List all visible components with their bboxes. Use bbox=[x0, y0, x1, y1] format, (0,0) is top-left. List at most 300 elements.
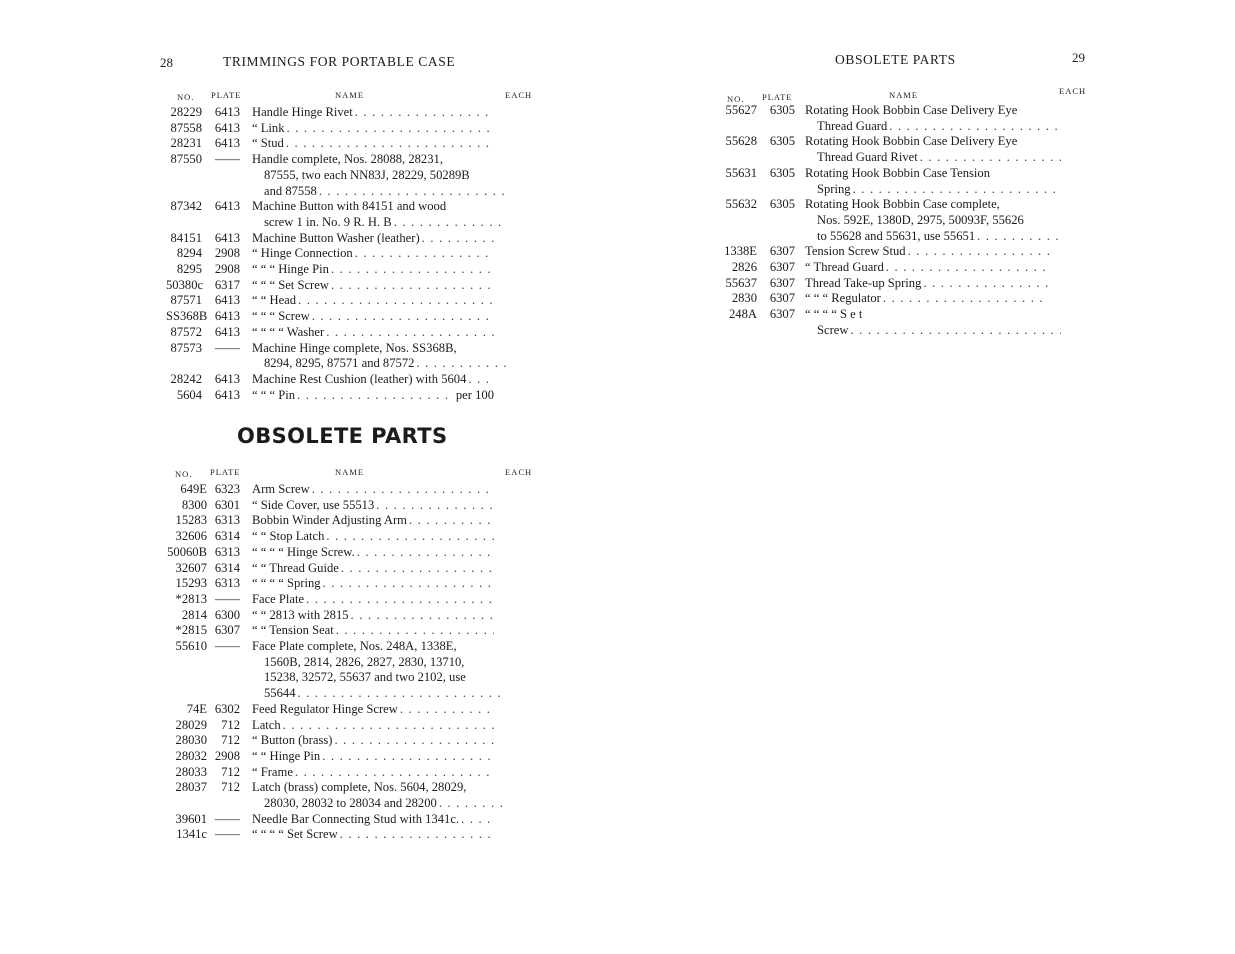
part-name-line bbox=[252, 231, 494, 247]
leader-dots bbox=[283, 718, 494, 734]
part-name-text: Handle complete, Nos. 28088, 28231, bbox=[252, 152, 443, 167]
plate-number: 6317 bbox=[214, 277, 240, 292]
part-number: 87572 bbox=[170, 324, 202, 339]
col-header-plate: PLATE bbox=[211, 90, 242, 100]
part-name-text: to 55628 and 55631, use 55651 bbox=[817, 228, 976, 243]
part-name bbox=[252, 372, 494, 388]
part-name-line bbox=[252, 576, 494, 592]
part-name bbox=[252, 608, 494, 624]
leader-dots bbox=[298, 293, 494, 309]
part-name-line bbox=[805, 291, 1049, 307]
part-row bbox=[166, 152, 494, 199]
part-name-text: Nos. 592E, 1380D, 2975, 50093F, 55626 bbox=[817, 212, 1024, 227]
part-number: *2815 bbox=[175, 623, 207, 638]
part-row bbox=[720, 244, 1049, 260]
part-row bbox=[166, 529, 494, 545]
part-name bbox=[252, 749, 494, 765]
plate-number: 6413 bbox=[214, 293, 240, 308]
part-name bbox=[252, 812, 494, 828]
part-number: 87573 bbox=[170, 340, 202, 355]
part-number: 55628 bbox=[725, 134, 757, 149]
part-name bbox=[805, 260, 1049, 276]
obsolete-parts-title: OBSOLETE PARTS bbox=[237, 424, 448, 448]
part-number: 2830 bbox=[731, 291, 757, 306]
part-name-line bbox=[252, 325, 494, 341]
part-name-text: “ “ “ Screw bbox=[252, 309, 310, 324]
plate-number: —— bbox=[214, 340, 240, 355]
part-name-text: “ “ Hinge Pin bbox=[252, 748, 321, 763]
plate-number: 2908 bbox=[214, 748, 240, 763]
part-name-line bbox=[805, 276, 1049, 292]
part-name-text: “ “ “ “ S e t bbox=[805, 307, 863, 322]
plate-number: 6305 bbox=[769, 134, 795, 149]
part-name-line bbox=[252, 121, 494, 137]
part-name-line bbox=[805, 166, 1049, 182]
part-row bbox=[166, 827, 494, 843]
plate-number: 6314 bbox=[214, 560, 240, 575]
part-name bbox=[252, 529, 494, 545]
obs-col-header-plate: PLATE bbox=[210, 467, 241, 477]
part-name-line bbox=[805, 260, 1049, 276]
part-name-line bbox=[252, 592, 494, 608]
part-name-text: Tension Screw Stud bbox=[805, 244, 906, 259]
plate-number: 6307 bbox=[769, 291, 795, 306]
part-number: 1338E bbox=[724, 244, 757, 259]
part-row bbox=[166, 608, 494, 624]
part-number: 50060B bbox=[167, 544, 207, 559]
left-running-head: TRIMMINGS FOR PORTABLE CASE bbox=[223, 54, 456, 69]
part-name-text: Rotating Hook Bobbin Case Delivery Eye bbox=[805, 103, 1018, 117]
part-row bbox=[166, 623, 494, 639]
part-name-text: Rotating Hook Bobbin Case Delivery Eye bbox=[805, 134, 1018, 149]
part-name-text: “ “ “ “ Washer bbox=[252, 324, 325, 339]
leader-dots bbox=[326, 325, 494, 341]
leader-dots bbox=[322, 749, 494, 765]
col-header-name: NAME bbox=[335, 90, 365, 100]
part-name-text: “ “ “ “ Spring bbox=[252, 576, 321, 591]
part-number: 1341c bbox=[176, 827, 207, 842]
part-name-line bbox=[805, 229, 1061, 245]
leader-dots bbox=[977, 229, 1061, 245]
part-name-text: Feed Regulator Hinge Screw bbox=[252, 701, 398, 716]
part-name-line bbox=[252, 827, 494, 843]
part-name-text: 15238, 32572, 55637 and two 2102, use bbox=[264, 670, 466, 685]
part-number: 5604 bbox=[176, 387, 202, 402]
part-name-text: “ Thread Guard bbox=[805, 260, 884, 275]
plate-number: 6413 bbox=[214, 309, 240, 324]
part-number: 87558 bbox=[170, 120, 202, 135]
part-name-line bbox=[252, 623, 494, 639]
part-name-line bbox=[805, 244, 1049, 260]
plate-number: 6301 bbox=[214, 497, 240, 512]
part-name bbox=[252, 733, 494, 749]
part-name-text: “ Link bbox=[252, 120, 285, 135]
part-name-line bbox=[252, 749, 494, 765]
leader-dots bbox=[920, 150, 1061, 166]
leader-dots bbox=[886, 260, 1049, 276]
part-row bbox=[166, 309, 494, 325]
plate-number: —— bbox=[214, 811, 240, 826]
leader-dots bbox=[355, 246, 494, 262]
part-number: 248A bbox=[729, 307, 757, 322]
part-name-text: “ “ Head bbox=[252, 293, 297, 308]
part-name-line bbox=[252, 513, 494, 529]
leader-dots bbox=[312, 482, 494, 498]
leader-dots bbox=[883, 291, 1049, 307]
part-name-text: Machine Button Washer (leather) bbox=[252, 230, 420, 245]
part-name-line bbox=[252, 372, 494, 388]
plate-number: 6413 bbox=[214, 199, 240, 214]
part-name-line bbox=[805, 103, 1049, 119]
part-name bbox=[252, 121, 494, 137]
leader-dots bbox=[297, 388, 454, 404]
part-name-text: Machine Rest Cushion (leather) with 5604 bbox=[252, 371, 467, 386]
part-name bbox=[252, 623, 494, 639]
part-name-line bbox=[252, 702, 494, 718]
part-row bbox=[166, 733, 494, 749]
plate-number: 6413 bbox=[214, 371, 240, 386]
leader-dots bbox=[853, 182, 1061, 198]
leader-dots bbox=[326, 529, 494, 545]
part-name bbox=[252, 105, 494, 121]
part-name-line bbox=[252, 686, 506, 702]
part-row bbox=[166, 545, 494, 561]
part-name-line bbox=[252, 262, 494, 278]
part-name-text: Screw bbox=[817, 322, 849, 337]
leader-dots bbox=[376, 498, 494, 514]
part-name-text: Thread Take-up Spring bbox=[805, 275, 922, 290]
part-name-text: “ “ “ Set Screw bbox=[252, 277, 329, 292]
left-page-number: 28 bbox=[160, 55, 173, 70]
part-number: 2826 bbox=[731, 260, 757, 275]
leader-dots bbox=[357, 545, 494, 561]
part-name-text: Face Plate complete, Nos. 248A, 1338E, bbox=[252, 639, 457, 654]
part-number: 15283 bbox=[175, 513, 207, 528]
part-name bbox=[805, 276, 1049, 292]
part-name-line bbox=[252, 215, 506, 231]
leader-dots bbox=[394, 215, 506, 231]
part-name bbox=[252, 718, 494, 734]
plate-number: 6313 bbox=[214, 544, 240, 559]
plate-number: 6305 bbox=[769, 165, 795, 180]
part-name-text: 55644 bbox=[264, 686, 296, 701]
part-name-line bbox=[252, 608, 494, 624]
part-row bbox=[720, 260, 1049, 276]
part-name-line bbox=[252, 812, 494, 828]
part-name-line bbox=[252, 168, 506, 184]
part-row bbox=[166, 278, 494, 294]
plate-number: 6413 bbox=[214, 230, 240, 245]
left-parts-list bbox=[166, 105, 494, 403]
part-name bbox=[252, 262, 494, 278]
right-col-header-name: NAME bbox=[889, 90, 919, 100]
part-name-line bbox=[805, 119, 1061, 135]
part-row bbox=[166, 105, 494, 121]
plate-number: 6302 bbox=[214, 701, 240, 716]
plate-number: —— bbox=[214, 639, 240, 654]
part-name-text: Spring bbox=[817, 181, 851, 196]
leader-dots bbox=[312, 309, 494, 325]
part-name bbox=[252, 545, 494, 561]
plate-number: 6314 bbox=[214, 529, 240, 544]
part-name-text: “ “ Thread Guide bbox=[252, 560, 339, 575]
part-name-text: Face Plate bbox=[252, 591, 305, 606]
part-name-line bbox=[252, 199, 494, 215]
part-name-text: “ “ “ Regulator bbox=[805, 291, 881, 306]
part-number: 55627 bbox=[725, 103, 757, 117]
part-number: 649E bbox=[180, 482, 207, 496]
obs-col-header-each: EACH bbox=[505, 467, 533, 477]
part-number: 74E bbox=[186, 701, 207, 716]
col-header-each: EACH bbox=[505, 90, 533, 100]
leader-dots bbox=[331, 278, 494, 294]
part-number: 8295 bbox=[176, 262, 202, 277]
plate-number: 6323 bbox=[214, 482, 240, 496]
right-col-header-plate: PLATE bbox=[762, 92, 793, 102]
part-number: 28229 bbox=[170, 105, 202, 119]
plate-number: 712 bbox=[221, 780, 240, 795]
part-name bbox=[252, 325, 494, 341]
part-name bbox=[252, 639, 494, 702]
part-name bbox=[805, 244, 1049, 260]
plate-number: 712 bbox=[221, 717, 240, 732]
plate-number: 6413 bbox=[214, 136, 240, 151]
leader-dots bbox=[908, 244, 1049, 260]
part-name-text: Arm Screw bbox=[252, 482, 310, 496]
part-row bbox=[166, 561, 494, 577]
leader-dots bbox=[355, 105, 494, 121]
part-number: 8300 bbox=[181, 497, 207, 512]
part-name-text: Needle Bar Connecting Stud with 1341c. bbox=[252, 811, 460, 826]
part-name-line bbox=[252, 639, 494, 655]
part-name-text: Bobbin Winder Adjusting Arm bbox=[252, 513, 407, 528]
leader-dots bbox=[334, 733, 494, 749]
plate-number: 6307 bbox=[769, 307, 795, 322]
part-name-text: “ “ 2813 with 2815 bbox=[252, 607, 349, 622]
part-name-text: Machine Button with 84151 and wood bbox=[252, 199, 447, 214]
leader-dots bbox=[341, 561, 494, 577]
part-name-line bbox=[252, 718, 494, 734]
part-name bbox=[805, 166, 1049, 197]
part-row bbox=[720, 197, 1049, 244]
part-row bbox=[166, 498, 494, 514]
plate-number: 712 bbox=[221, 733, 240, 748]
part-row bbox=[720, 103, 1049, 134]
col-header-no: NO. bbox=[177, 92, 195, 102]
part-name-text: “ “ “ Hinge Pin bbox=[252, 262, 329, 277]
part-name-text: Handle Hinge Rivet bbox=[252, 105, 353, 119]
part-name-line bbox=[252, 356, 506, 372]
part-name-line bbox=[252, 733, 494, 749]
part-name-text: Thread Guard Rivet bbox=[817, 150, 918, 165]
plate-number: 6307 bbox=[769, 244, 795, 259]
part-name bbox=[252, 592, 494, 608]
part-name bbox=[252, 482, 494, 498]
plate-number: 6413 bbox=[214, 120, 240, 135]
leader-dots bbox=[286, 136, 494, 152]
leader-dots bbox=[351, 608, 494, 624]
part-name bbox=[805, 291, 1049, 307]
part-row bbox=[166, 812, 494, 828]
part-name-line bbox=[252, 796, 506, 812]
part-name-text: “ Button (brass) bbox=[252, 733, 333, 748]
plate-number: 6307 bbox=[214, 623, 240, 638]
leader-dots bbox=[850, 323, 1061, 339]
part-row bbox=[166, 718, 494, 734]
part-number: 55637 bbox=[725, 275, 757, 290]
part-name-text: Latch bbox=[252, 717, 281, 732]
plate-number: 6307 bbox=[769, 260, 795, 275]
plate-number: 6313 bbox=[214, 576, 240, 591]
part-name bbox=[252, 498, 494, 514]
leader-dots bbox=[331, 262, 494, 278]
right-running-head: OBSOLETE PARTS bbox=[835, 52, 956, 67]
part-number: 2814 bbox=[181, 607, 207, 622]
part-row bbox=[166, 482, 494, 498]
part-name-line bbox=[252, 184, 506, 200]
part-name-line bbox=[252, 482, 494, 498]
part-name-line bbox=[805, 134, 1049, 150]
part-name bbox=[252, 231, 494, 247]
part-row bbox=[166, 388, 494, 404]
part-name-text: 87555, two each NN83J, 28229, 50289B bbox=[264, 167, 470, 182]
part-name bbox=[805, 307, 1049, 338]
part-row bbox=[166, 513, 494, 529]
part-name-text: “ “ “ “ Set Screw bbox=[252, 827, 338, 842]
leader-dots bbox=[461, 812, 494, 828]
plate-number: 6413 bbox=[214, 105, 240, 119]
leader-dots bbox=[468, 372, 494, 388]
plate-number: —— bbox=[214, 591, 240, 606]
part-name-line bbox=[252, 765, 494, 781]
part-row bbox=[166, 121, 494, 137]
part-row bbox=[720, 276, 1049, 292]
part-name bbox=[252, 199, 494, 230]
part-name-text: Latch (brass) complete, Nos. 5604, 28029, bbox=[252, 780, 467, 795]
leader-dots bbox=[923, 276, 1049, 292]
part-name bbox=[805, 134, 1049, 165]
part-row bbox=[166, 592, 494, 608]
part-row bbox=[166, 231, 494, 247]
part-name bbox=[252, 136, 494, 152]
part-number: SS368B bbox=[166, 309, 208, 324]
leader-dots bbox=[422, 231, 494, 247]
part-row bbox=[166, 780, 494, 811]
part-name bbox=[805, 197, 1049, 244]
part-name bbox=[252, 341, 494, 372]
part-name bbox=[252, 576, 494, 592]
part-name bbox=[252, 152, 494, 199]
part-name-line bbox=[805, 197, 1049, 213]
part-name bbox=[252, 702, 494, 718]
part-name-line bbox=[252, 105, 494, 121]
part-row bbox=[166, 293, 494, 309]
part-name bbox=[252, 388, 494, 404]
part-name-line bbox=[252, 309, 494, 325]
part-row bbox=[166, 639, 494, 702]
part-row bbox=[166, 372, 494, 388]
part-name-line bbox=[252, 246, 494, 262]
part-number: 39601 bbox=[175, 811, 207, 826]
part-name-line bbox=[252, 670, 506, 686]
leader-dots bbox=[416, 356, 506, 372]
plate-number: 6305 bbox=[769, 103, 795, 117]
part-name bbox=[252, 827, 494, 843]
part-name-text: “ “ “ Pin bbox=[252, 387, 296, 402]
part-number: 28032 bbox=[175, 748, 207, 763]
part-row bbox=[166, 246, 494, 262]
part-name-line bbox=[252, 278, 494, 294]
part-name-line bbox=[252, 655, 506, 671]
part-name-line bbox=[252, 498, 494, 514]
part-name-text: Rotating Hook Bobbin Case Tension bbox=[805, 165, 990, 180]
part-number: 55631 bbox=[725, 165, 757, 180]
plate-number: —— bbox=[214, 827, 240, 842]
part-number: 28030 bbox=[175, 733, 207, 748]
part-name-line bbox=[252, 388, 494, 404]
plate-number: 6413 bbox=[214, 387, 240, 402]
part-name-text: “ “ Stop Latch bbox=[252, 529, 325, 544]
plate-number: 712 bbox=[221, 764, 240, 779]
part-row bbox=[166, 341, 494, 372]
part-number: 28231 bbox=[170, 136, 202, 151]
leader-dots bbox=[323, 576, 494, 592]
part-name-line bbox=[805, 307, 1049, 323]
part-number: 32606 bbox=[175, 529, 207, 544]
part-row bbox=[166, 576, 494, 592]
plate-number: 6413 bbox=[214, 324, 240, 339]
leader-dots bbox=[319, 184, 506, 200]
part-row bbox=[720, 166, 1049, 197]
part-number: 32607 bbox=[175, 560, 207, 575]
part-name bbox=[252, 293, 494, 309]
part-row bbox=[166, 199, 494, 230]
part-name-text: 8294, 8295, 87571 and 87572 bbox=[264, 356, 415, 371]
part-number: 8294 bbox=[176, 246, 202, 261]
part-name bbox=[252, 561, 494, 577]
part-suffix: per 100 bbox=[455, 387, 494, 402]
part-row bbox=[166, 136, 494, 152]
part-number: 50380c bbox=[166, 277, 204, 292]
part-name bbox=[252, 246, 494, 262]
part-name-text: “ “ Tension Seat bbox=[252, 623, 334, 638]
part-name-text: Thread Guard bbox=[817, 118, 888, 133]
plate-number: 6300 bbox=[214, 607, 240, 622]
leader-dots bbox=[336, 623, 494, 639]
part-number: 87571 bbox=[170, 293, 202, 308]
right-col-header-no: NO. bbox=[727, 94, 745, 104]
part-name-text: “ Side Cover, use 55513 bbox=[252, 497, 375, 512]
part-name-line bbox=[252, 545, 494, 561]
part-name-line bbox=[805, 213, 1061, 229]
part-name-text: “ Hinge Connection bbox=[252, 246, 353, 261]
leader-dots bbox=[409, 513, 494, 529]
part-number: 55610 bbox=[175, 639, 207, 654]
part-name-line bbox=[252, 152, 494, 168]
part-name-text: Rotating Hook Bobbin Case complete, bbox=[805, 197, 1000, 212]
leader-dots bbox=[287, 121, 494, 137]
right-parts-list bbox=[720, 103, 1049, 339]
part-row bbox=[166, 749, 494, 765]
part-name-text: and 87558 bbox=[264, 183, 317, 198]
plate-number: 6307 bbox=[769, 275, 795, 290]
part-name-line bbox=[805, 150, 1061, 166]
part-number: 28037 bbox=[175, 780, 207, 795]
obsolete-parts-list bbox=[166, 482, 494, 843]
part-number: 28033 bbox=[175, 764, 207, 779]
plate-number: 6305 bbox=[769, 197, 795, 212]
part-name-text: “ Frame bbox=[252, 764, 293, 779]
